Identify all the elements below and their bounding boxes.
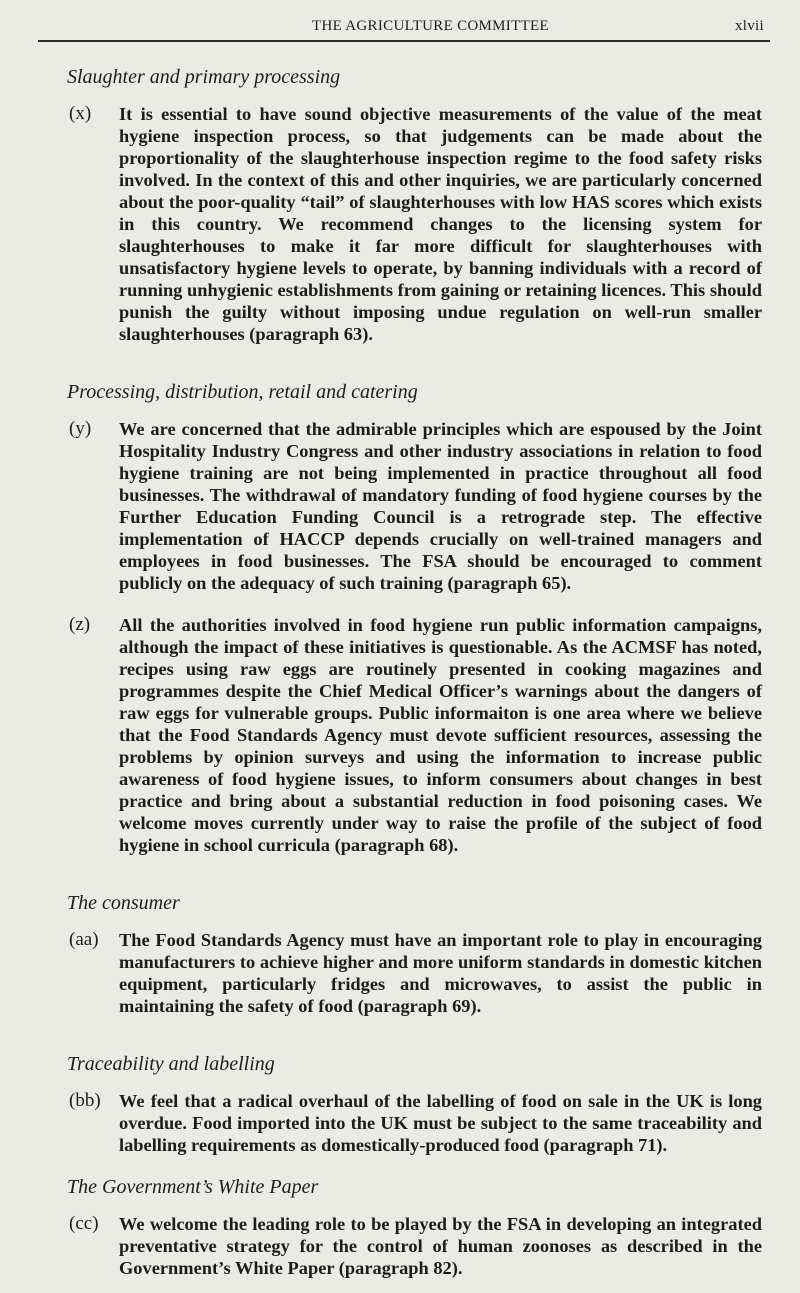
running-head [0, 18, 800, 42]
section-heading-white-paper: The Government’s White Paper [67, 1176, 319, 1198]
paragraph-text: It is essential to have sound objective measurements of the value of the meat hygiene inspection process, so that judgements can be made about the proportionality of the slaughterhouse inspection regime to the food safety risks involved. In the context of this and other inquiries, we are particularly concerned about the poor-quality “tail” of slaughterhouses with low HAS scores which exists in this country. We recommend changes to the licensing system for slaughterhouses to make it far more difficult for slaughterhouses with unsatisfactory hygiene levels to operate, by banning individuals with a record of running unhygienic establishments from gaining or retaining licences. This should punish the guilty without imposing undue regulation on well-run smaller slaughterhouses (paragraph 63). [119, 104, 762, 344]
paragraph-label: (z) [69, 614, 91, 635]
paragraph-text: We feel that a radical overhaul of the labelling of food on sale in the UK is long overdue. Food imported into the UK must be subject to the same traceability and labelling requirements as domestically-produced food (paragraph 71). [119, 1091, 762, 1155]
paragraph-label: (x) [69, 103, 92, 124]
section-heading-processing: Processing, distribution, retail and catering [67, 381, 418, 403]
header-rule [38, 40, 770, 42]
running-title: THE AGRICULTURE COMMITTEE [312, 18, 549, 34]
paragraph-label: (y) [69, 418, 92, 439]
section-heading-traceability: Traceability and labelling [67, 1053, 275, 1075]
paragraph-text: We are concerned that the admirable principles which are espoused by the Joint Hospitality Industry Congress and other industry associations in relation to food hygiene training are not being implemented in practice throughout all food businesses. The withdrawal of mandatory funding of food hygiene courses by the Further Education Funding Council is a retrograde step. The effective implementation of HACCP depends crucially on well-trained managers and employees in food businesses. The FSA should be encouraged to comment publicly on the adequacy of such training (paragraph 65). [119, 419, 762, 593]
recommendation-x [67, 103, 762, 345]
paragraph-label: (bb) [69, 1090, 101, 1111]
recommendation-z [67, 614, 762, 856]
page-number: xlvii [734, 18, 764, 34]
paragraph-text: We welcome the leading role to be played by the FSA in developing an integrated preventative strategy for the control of human zoonoses as described in the Government’s White Paper (paragraph 82). [119, 1214, 762, 1278]
recommendation-y [67, 418, 762, 594]
page-content [67, 66, 762, 1293]
paragraph-label: (cc) [69, 1213, 99, 1234]
recommendation-cc [67, 1213, 762, 1279]
paragraph-text: All the authorities involved in food hygiene run public information campaigns, although the impact of these initiatives is questionable. As the ACMSF has noted, recipes using raw eggs are routinely presented in cooking magazines and programmes despite the Chief Medical Officer’s warnings about the dangers of raw eggs for vulnerable groups. Public informaiton is one area where we believe that the Food Standards Agency must devote sufficient resources, assessing the problems by opinion surveys and using the information to increase public awareness of food hygiene issues, to inform consumers about changes in best practice and bring about a substantial reduction in food poisoning cases. We welcome moves currently under way to raise the profile of the subject of food hygiene in school curricula (paragraph 68). [119, 615, 762, 855]
paragraph-text: The Food Standards Agency must have an important role to play in encouraging manufacturers to achieve higher and more uniform standards in domestic kitchen equipment, particularly fridges and microwaves, to assist the public in maintaining the safety of food (paragraph 69). [119, 930, 762, 1016]
paragraph-label: (aa) [69, 929, 99, 950]
section-heading-slaughter: Slaughter and primary processing [67, 66, 341, 88]
recommendation-bb [67, 1090, 762, 1156]
section-heading-consumer: The consumer [67, 892, 180, 914]
recommendation-aa [67, 929, 762, 1017]
